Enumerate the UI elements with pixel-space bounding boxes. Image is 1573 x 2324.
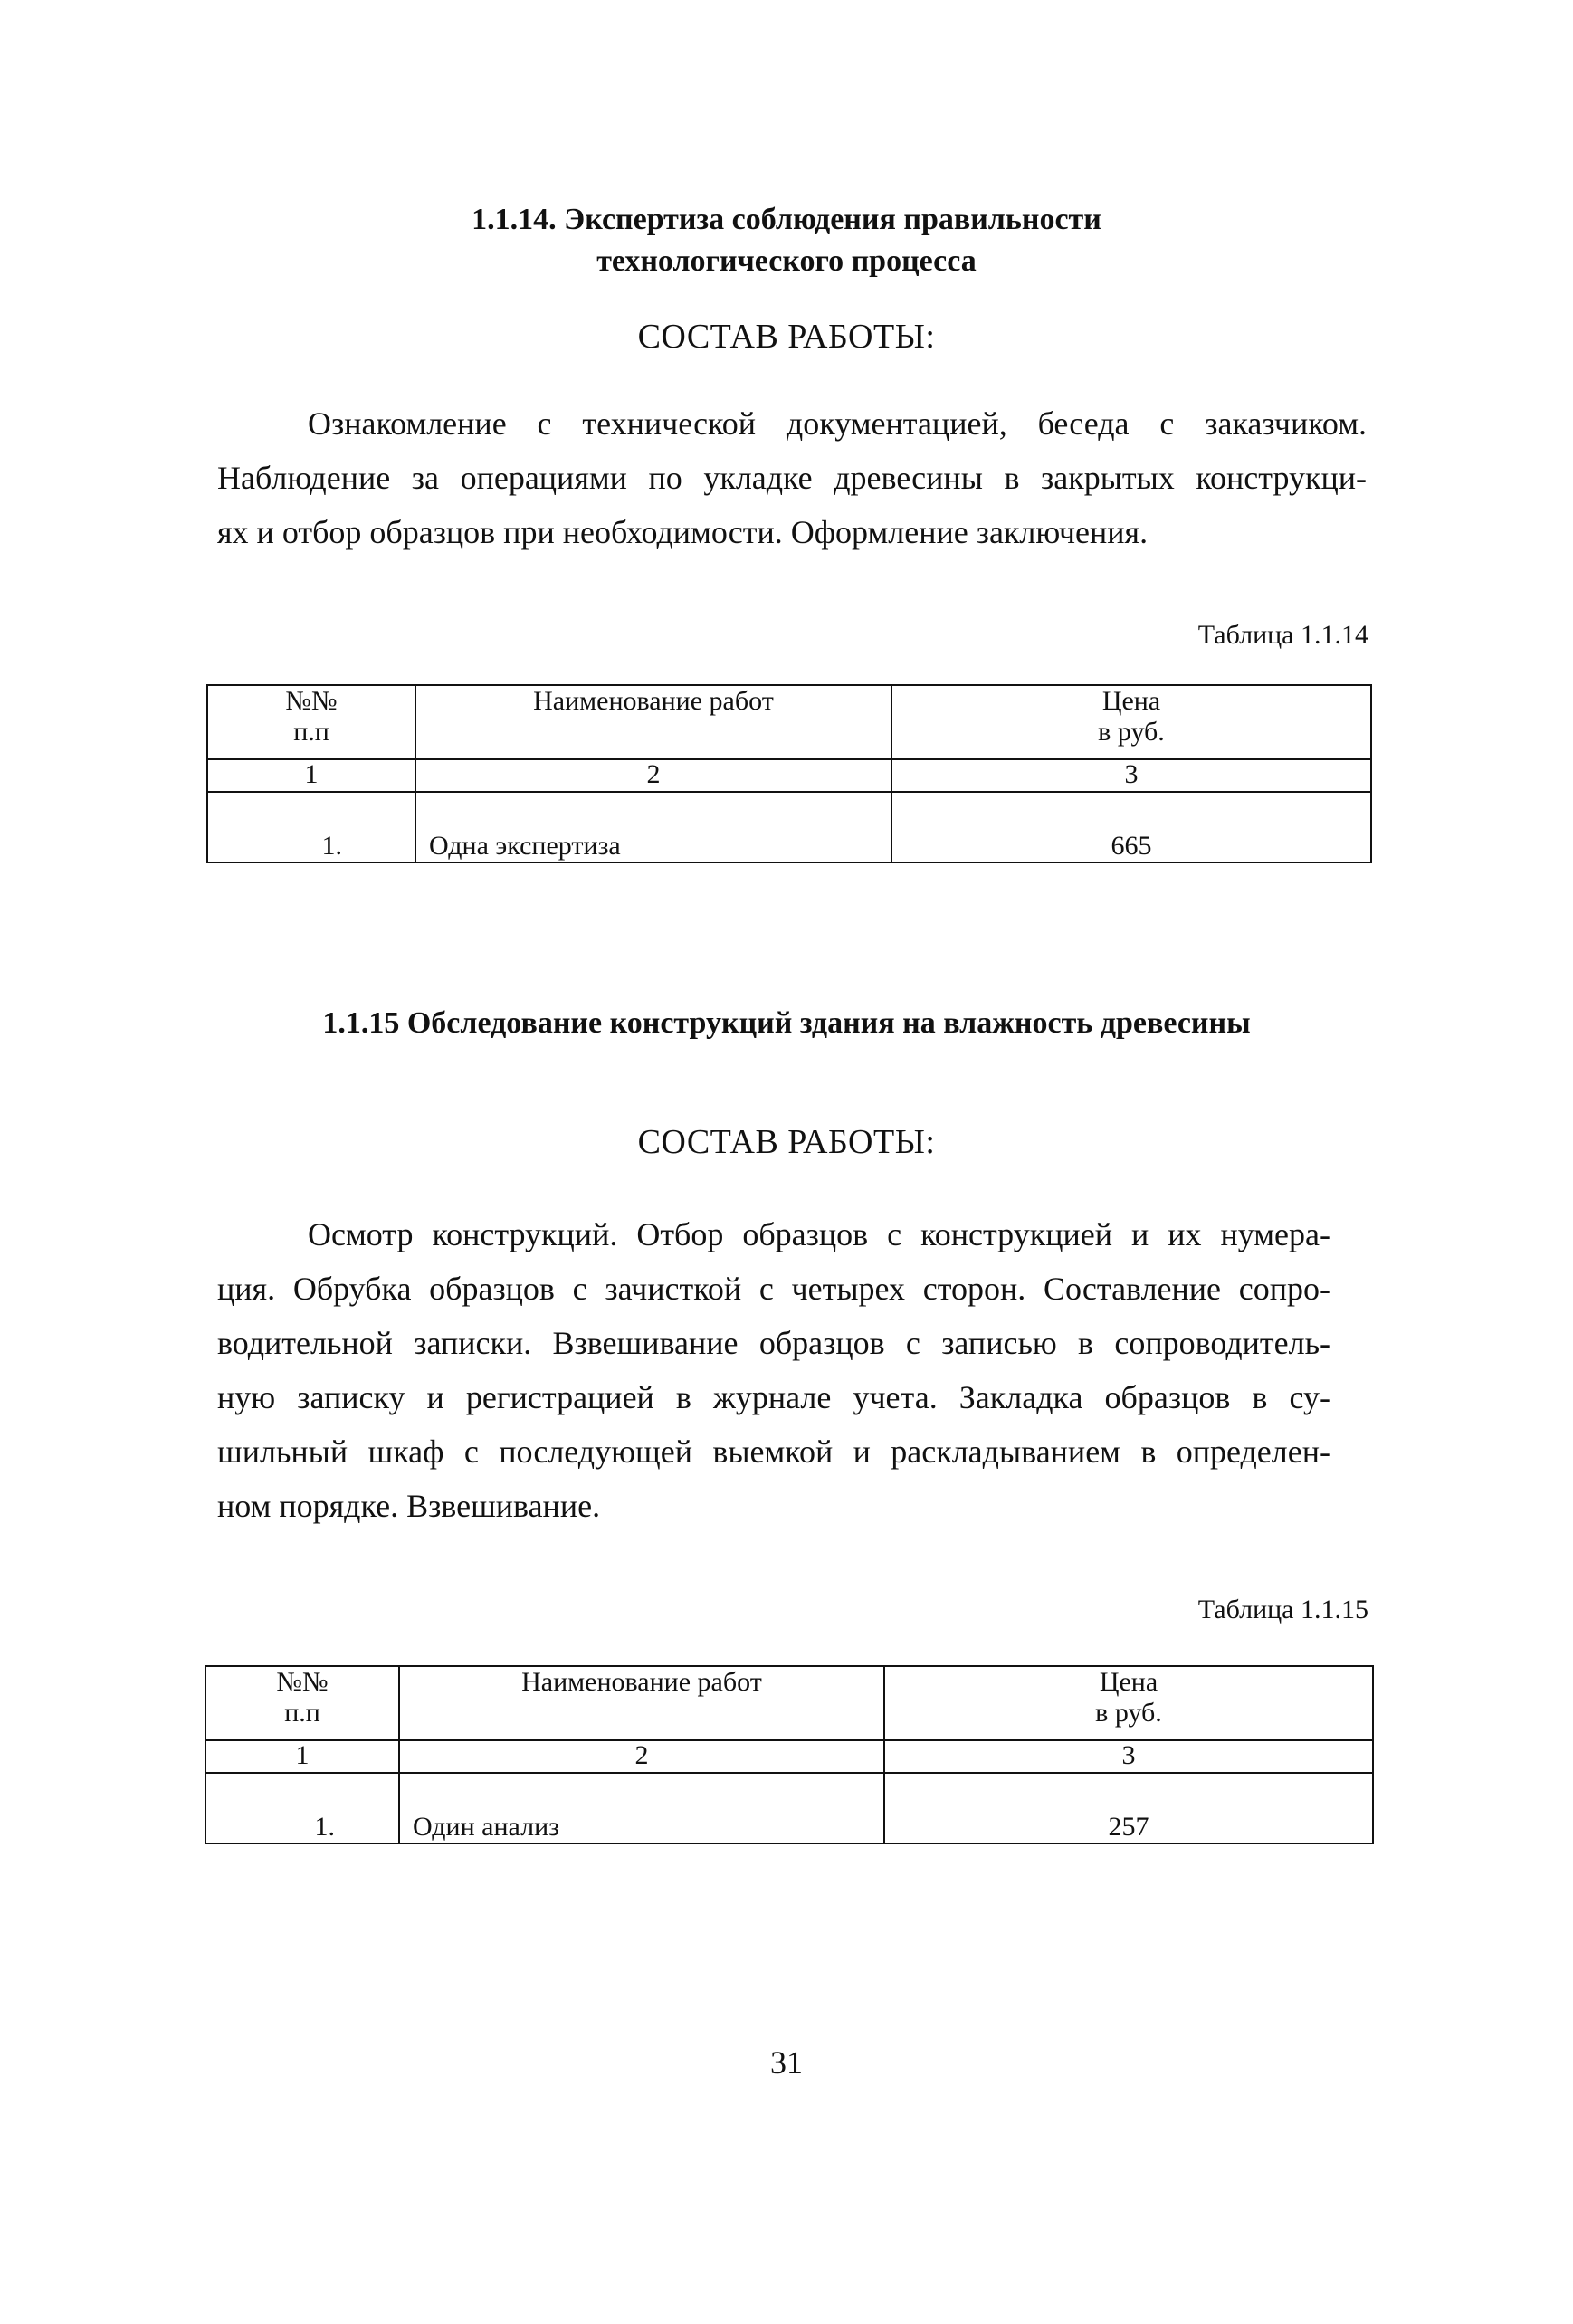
section-2-paragraph-line: водительной записки. Взвешивание образцов с записью в сопроводитель- xyxy=(217,1325,1330,1361)
section-1-heading-line-1: 1.1.14. Экспертиза соблюдения правильности xyxy=(472,203,1101,236)
column-number-cell: 1 xyxy=(207,759,415,792)
section-1-paragraph-line: Наблюдение за операциями по укладке древесины в закрытых конструкци- xyxy=(217,460,1367,496)
column-number-cell: 1 xyxy=(205,1740,399,1773)
header-number-line-2: п.п xyxy=(293,717,329,747)
page-number: 31 xyxy=(770,2044,803,2081)
header-price-line-1: Цена xyxy=(1099,1667,1158,1697)
header-price-line-2: в руб. xyxy=(1095,1698,1162,1728)
column-number-row xyxy=(205,1740,1373,1773)
price-table-2 xyxy=(205,1665,1374,1844)
section-1-paragraph-line: Ознакомление с технической документацией, беседа с заказчиком. xyxy=(308,405,1367,442)
column-number-cell: 2 xyxy=(399,1740,884,1773)
header-number-line-1: №№ xyxy=(276,1667,329,1697)
column-number-cell: 3 xyxy=(884,1740,1373,1773)
table-header-row xyxy=(205,1666,1373,1740)
table-header-row xyxy=(207,685,1371,759)
column-number-row xyxy=(207,759,1371,792)
header-number-line-2: п.п xyxy=(284,1698,320,1728)
header-cell-name: Наименование работ xyxy=(415,685,891,759)
row-name-cell: Один анализ xyxy=(399,1773,884,1843)
table-1-caption: Таблица 1.1.14 xyxy=(1197,620,1368,650)
row-price-cell: 257 xyxy=(884,1773,1373,1843)
section-2-composition-label: СОСТАВ РАБОТЫ: xyxy=(637,1123,936,1161)
section-2-paragraph-line: ция. Обрубка образцов с зачисткой с четырех сторон. Составление сопро- xyxy=(217,1271,1330,1307)
column-number-cell: 3 xyxy=(891,759,1371,792)
header-number-line-1: №№ xyxy=(285,686,338,716)
section-2-paragraph xyxy=(217,1207,1330,1533)
section-2-paragraph-line: Осмотр конструкций. Отбор образцов с конструкцией и их нумера- xyxy=(308,1216,1330,1252)
table-row xyxy=(205,1773,1373,1843)
row-number-cell: 1. xyxy=(207,792,415,862)
row-price-cell: 665 xyxy=(891,792,1371,862)
price-table-1 xyxy=(206,684,1372,863)
section-1-paragraph xyxy=(217,396,1367,559)
table-2-caption: Таблица 1.1.15 xyxy=(1197,1595,1368,1624)
section-2-paragraph-line: шильный шкаф с последующей выемкой и раскладыванием в определен- xyxy=(217,1433,1330,1470)
section-2-paragraph-line: ную записку и регистрацией в журнале учета. Закладка образцов в су- xyxy=(217,1379,1330,1415)
section-1-composition-label: СОСТАВ РАБОТЫ: xyxy=(637,318,936,356)
header-cell-price xyxy=(891,685,1371,759)
section-1-paragraph-line: ях и отбор образцов при необходимости. Оформление заключения. xyxy=(217,514,1149,550)
header-price-line-1: Цена xyxy=(1101,686,1161,716)
section-2-paragraph-line: ном порядке. Взвешивание. xyxy=(217,1488,601,1524)
header-cell-name: Наименование работ xyxy=(399,1666,884,1740)
header-cell-number xyxy=(207,685,415,759)
column-number-cell: 2 xyxy=(415,759,891,792)
header-cell-number xyxy=(205,1666,399,1740)
header-cell-price xyxy=(884,1666,1373,1740)
table-row xyxy=(207,792,1371,862)
row-number-cell: 1. xyxy=(205,1773,399,1843)
section-1-heading-line-2: технологического процесса xyxy=(596,244,977,278)
row-name-cell: Одна экспертиза xyxy=(415,792,891,862)
header-price-line-2: в руб. xyxy=(1098,717,1165,747)
section-2-heading: 1.1.15 Обследование конструкций здания на влажность древесины xyxy=(322,1006,1251,1040)
